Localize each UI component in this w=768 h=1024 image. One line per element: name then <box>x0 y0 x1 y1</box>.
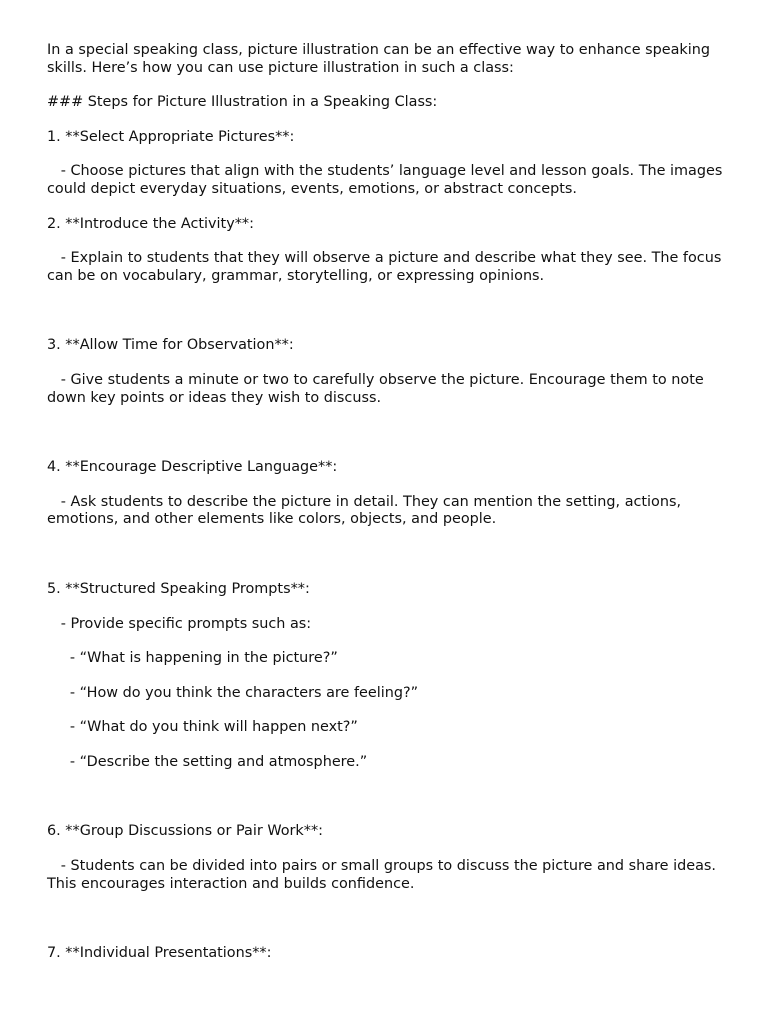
step-5-prompt-4: - “Describe the setting and atmosphere.” <box>47 753 368 770</box>
section-heading: ### Steps for Picture Illustration in a Speaking Class: <box>47 94 438 111</box>
step-1-body: - Choose pictures that align with the students’ language level and lesson goals. The images could depict everyday situations, events, emotions, or abstract concepts. <box>47 163 727 197</box>
step-3-title: 3. **Allow Time for Observation**: <box>47 337 294 354</box>
step-4-body: - Ask students to describe the picture in detail. They can mention the setting, actions, emotions, and other elements like colors, objects, and people. <box>47 493 686 528</box>
step-3-body: - Give students a minute or two to carefully observe the picture. Encourage them to note down key points or ideas they wish to discuss. <box>47 371 709 406</box>
step-5-title: 5. **Structured Speaking Prompts**: <box>47 580 310 597</box>
intro-paragraph: In a special speaking class, picture illustration can be an effective way to enhance speaking skills. Here’s how you can use picture illustration in such a class: <box>47 42 715 76</box>
step-1-title: 1. **Select Appropriate Pictures**: <box>47 128 295 145</box>
document-page <box>47 42 727 963</box>
step-5-prompt-1: - “What is happening in the picture?” <box>47 650 338 667</box>
step-5-body: - Provide specific prompts such as: <box>47 615 312 632</box>
step-7-title: 7. **Individual Presentations**: <box>47 945 272 962</box>
step-6-title: 6. **Group Discussions or Pair Work**: <box>47 823 323 840</box>
step-4-title: 4. **Encourage Descriptive Language**: <box>47 459 338 476</box>
step-2-title: 2. **Introduce the Activity**: <box>47 215 254 232</box>
step-5-prompt-2: - “How do you think the characters are feeling?” <box>47 684 419 701</box>
step-2-body: - Explain to students that they will observe a picture and describe what they see. The focus can be on vocabulary, grammar, storytelling, or expressing opinions. <box>47 250 726 284</box>
step-5-prompt-3: - “What do you think will happen next?” <box>47 719 358 736</box>
step-6-body: - Students can be divided into pairs or small groups to discuss the picture and share ideas. This encourages interaction and builds confidence. <box>47 858 721 892</box>
